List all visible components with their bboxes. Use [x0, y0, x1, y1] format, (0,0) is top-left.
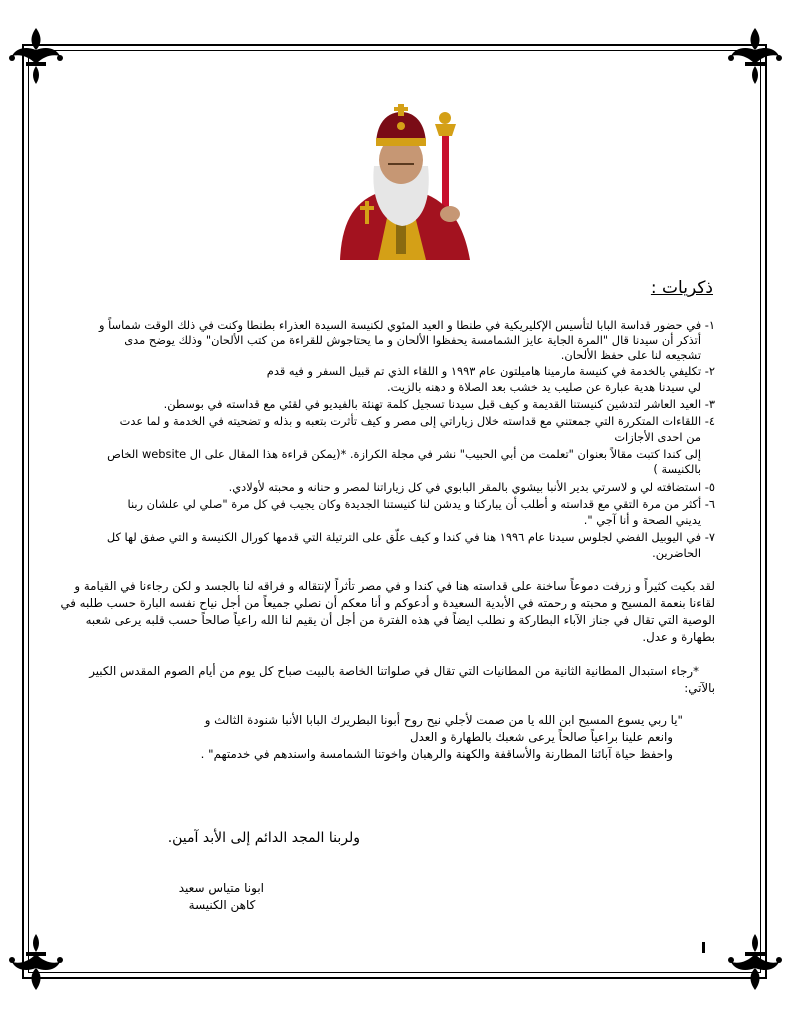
list-item-line: من احدى الأجازات: [614, 430, 701, 444]
request-line: بالآتي:: [684, 681, 715, 695]
list-item-line: لي سيدنا هدية عبارة عن صليب يد خشب بعد الصلاة و دهنه بالزيت.: [387, 380, 701, 394]
list-item-line: أتذكر أن سيدنا قال "المرة الجاية عايز الشمامسة يحفظوا الألحان و ما يحتاجوش للقراءة من كتب الألحان" وذلك يوضح مدى: [124, 333, 701, 347]
corner-ornament-bottom-left-icon: [4, 930, 68, 994]
corner-ornament-top-right-icon: [723, 24, 787, 88]
list-item-line: بالكنيسة ): [653, 462, 701, 476]
list-item-line: ٦- أكثر من مرة التقي مع قداسته و أطلب أن يباركنا و يدشن لنا كنيستنا الجديدة وكان يجيب في كل مرة "صلي لي علشان ربنا: [127, 497, 715, 511]
corner-ornament-bottom-right-icon: [723, 930, 787, 994]
list-item-line: ٣- العيد العاشر لتدشين كنيستنا القديمة و كيف قبل سيدنا تسجيل كلمة تهنئة بالفيديو في لقئي مع قداسته في بوسطن.: [163, 397, 715, 411]
corner-ornament-top-left-icon: [4, 24, 68, 88]
list-item-line: ١- في حضور قداسة البابا لتأسيس الإكليريكية في طنطا و العيد المئوي لكنيسة السيدة العذراء بطنطا وكنت في ذلك الوقت شماساً و: [98, 318, 715, 332]
list-item-line: ٢- تكليفي بالخدمة في كنيسة مارمينا هاميلتون عام ١٩٩٣ و اللقاء الذي تم قبيل السفر و فيه قدم: [266, 364, 715, 378]
page-marker: [702, 942, 705, 953]
paragraph-line: بطهارة و عدل.: [642, 630, 715, 644]
signature-block: [180, 880, 264, 914]
list-item-line: تشجيعه لنا على حفظ الألحان.: [560, 348, 701, 362]
list-item-line: إلى كندا كتبت مقالاً بعنوان "تعلمت من أبي الحبيب" نشر في مجلة الكرازة. *(يمكن قراءة هذا المقال على ال website الخاص: [107, 447, 701, 461]
closing-line: ولربنا المجد الدائم إلى الأبد آمين.: [167, 830, 360, 846]
list-item-line: ٤- اللقاءات المتكررة التي جمعتني مع قداسته خلال زياراتي إلى مصر و كيف تأثرت بتعبه و بذله و تضحيته في الخدمة و لما عدت: [119, 414, 715, 428]
signature-name: ابونا متياس سعيد: [178, 881, 264, 895]
list-item-line: يديني الصحة و أنا آجي ".: [583, 513, 701, 527]
prayer-line: "يا ربي يسوع المسيح ابن الله يا من صمت لأجلي نيح روح أبونا البطريرك البابا الأنبا شنودة الثالث و: [204, 713, 683, 727]
paragraph-line: الوصية التي تقال في جناز الآباء البطاركة و نطلب ايضاً في هذه الفترة من أجل أن يقيم لنا الله راعياً صالحاً حسب قلبه يرعى شعبه: [85, 613, 715, 627]
paragraph-line: لقد بكيت كثيراً و زرفت دموعاً ساخنة على قداسته هنا في كندا و في مصر تأثراً لإنتقاله و فراقه لنا بالجسد و لكن رجاءنا في القيامة و: [74, 579, 715, 593]
prayer-line: واحفظ حياة آبائنا المطارنة والأساقفة والكهنة والرهبان واخوتنا الشمامسة واسندهم في خدمتهم" .: [200, 747, 673, 761]
paragraph-line: لقاءنا بنعمة المسيح و محبته و رحمته في الأبدية السعيدة و أدعوكم و أنا معكم أن نصلي جميعاً من أجل نياح نفسه البارة حسب طلبه في: [60, 596, 715, 610]
list-item-line: الحاضرين.: [652, 546, 701, 560]
list-item-line: ٥- استضافته لي و لاسرتي بدير الأنبا بيشوي بالمقر البابوي في كل زياراتنا لمصر و حنانه و محبته لأولادي.: [228, 480, 715, 494]
signature-title: كاهن الكنيسة: [188, 898, 256, 912]
pope-portrait-icon: [330, 104, 480, 260]
list-item-line: ٧- في اليوبيل الفضي لجلوس سيدنا عام ١٩٩٦ هنا في كندا و كيف علّق على الترتيلة التي قدمها كورال الكنيسة و التي صفق لها كل: [106, 530, 715, 544]
prayer-line: وانعم علينا براعياً صالحاً يرعى شعبك بالطهارة و العدل: [410, 730, 673, 744]
request-line: *رجاء استبدال المطانية الثانية من المطانيات التي تقال في صلواتنا الخاصة بالبيت صباح كل يوم من أيام الصوم المقدس الكبير: [89, 664, 699, 678]
section-heading: ذكريات :: [650, 278, 713, 298]
